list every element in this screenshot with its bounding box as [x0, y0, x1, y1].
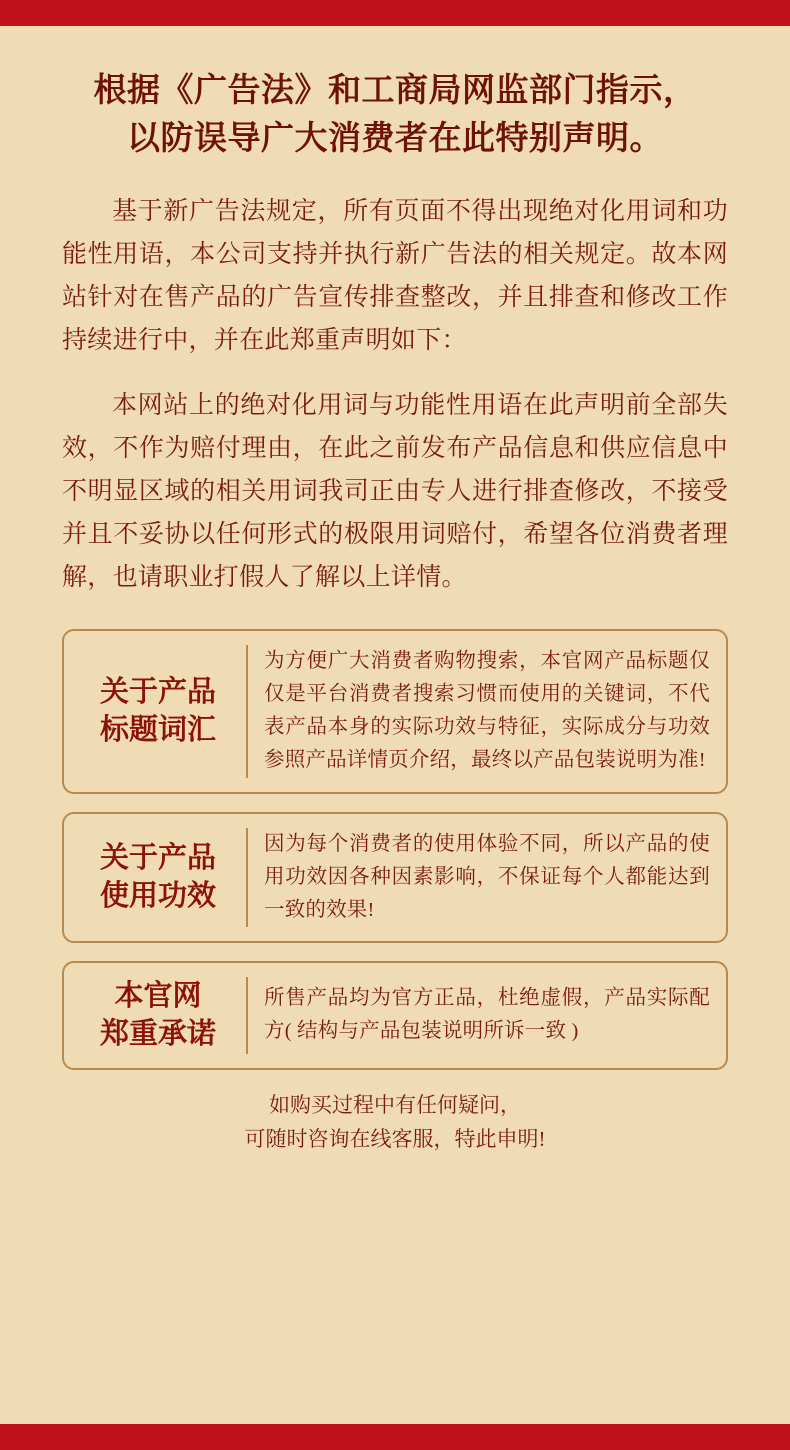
footer-note-line-1: 如购买过程中有任何疑问，	[269, 1092, 521, 1117]
card-official-promise	[62, 961, 728, 1070]
footer-note	[62, 1088, 728, 1156]
card-title	[80, 645, 248, 778]
card-title-line-2: 郑重承诺	[99, 1018, 216, 1051]
card-body: 所售产品均为官方正品，杜绝虚假，产品实际配方( 结构与产品包装说明所诉一致 )	[264, 987, 710, 1043]
statement-content	[0, 26, 790, 1424]
statement-paragraph-1: 基于新广告法规定，所有页面不得出现绝对化用词和功能性用语，本公司支持并执行新广告法的相关规定。故本网站针对在售产品的广告宣传排查整改，并且排查和修改工作持续进行中，并在此郑重声明如下：	[62, 197, 728, 354]
card-body: 因为每个消费者的使用体验不同，所以产品的使用功效因各种因素影响，不保证每个人都能达到一致的效果!	[264, 832, 710, 921]
statement-cards	[62, 629, 728, 1070]
bottom-color-bar	[0, 1424, 790, 1450]
page-title-line-1: 根据《广告法》和工商局网监部门指示，	[93, 73, 697, 109]
card-title-line-1: 关于产品	[99, 842, 216, 875]
card-title-line-1: 关于产品	[99, 675, 216, 708]
card-title	[80, 977, 248, 1054]
card-product-title-wording	[62, 629, 728, 794]
card-title-line-2: 使用功效	[99, 880, 216, 913]
card-title-line-2: 标题词汇	[99, 714, 216, 747]
statement-paragraph-2: 本网站上的绝对化用词与功能性用语在此声明前全部失效，不作为赔付理由，在此之前发布产品信息和供应信息中不明显区域的相关用词我司正由专人进行排查修改，不接受并且不妥协以任何形式的极限用词赔付，希望各位消费者理解，也请职业打假人了解以上详情。	[62, 391, 728, 591]
card-body: 为方便广大消费者购物搜索，本官网产品标题仅仅是平台消费者搜索习惯而使用的关键词，不代表产品本身的实际功效与特征，实际成分与功效参照产品详情页介绍，最终以产品包装说明为准!	[264, 649, 710, 772]
top-color-bar	[0, 0, 790, 26]
footer-note-line-2: 可随时咨询在线客服，特此申明!	[244, 1126, 546, 1151]
page-title	[62, 68, 728, 164]
card-product-efficacy	[62, 812, 728, 944]
card-title	[80, 828, 248, 928]
card-title-line-1: 本官网	[114, 980, 202, 1013]
page-title-line-2: 以防误导广大消费者在此特别声明。	[127, 120, 663, 157]
